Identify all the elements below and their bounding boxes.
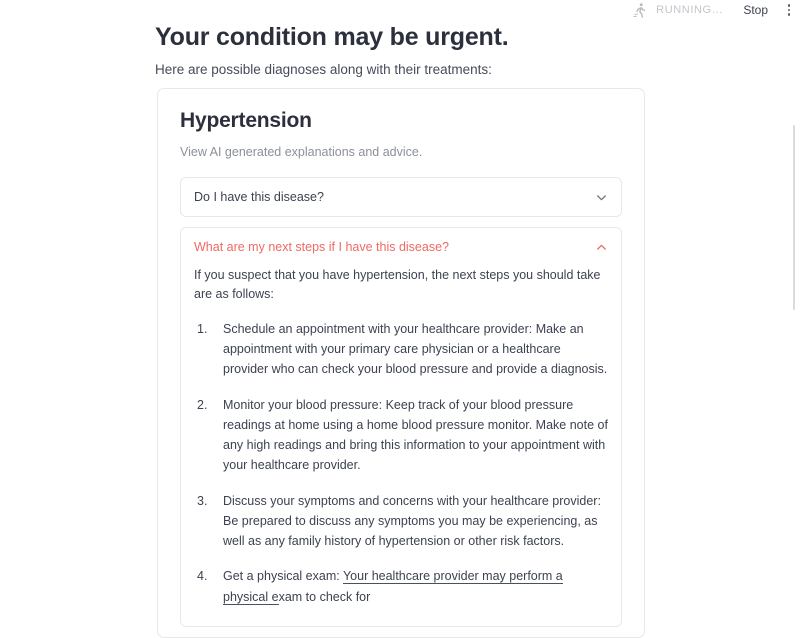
list-item: Monitor your blood pressure: Keep track of your blood pressure readings at home using a home blood pressure monitor. Make note of any high readings and bring this information to your appointment with your healthcare provider. — [223, 397, 608, 473]
list-item: Schedule an appointment with your healthcare provider: Make an appointment with your primary care physician or a healthcare provider who can check your blood pressure and provide a diagnosis. — [223, 321, 608, 377]
stop-button[interactable]: Stop — [743, 3, 768, 17]
accordion-header-expanded[interactable] — [181, 228, 621, 266]
selected-text: Your healthcare provider may perform a physical e — [223, 569, 563, 604]
accordion-body — [181, 266, 621, 626]
top-status-bar — [0, 0, 806, 20]
accordion-header-collapsed[interactable] — [181, 178, 621, 216]
list-item — [194, 566, 608, 607]
kebab-menu-icon[interactable] — [782, 1, 796, 19]
accordion-next-steps — [180, 227, 622, 627]
run-status-label: RUNNING… — [656, 4, 724, 16]
running-person-icon — [631, 2, 648, 19]
accordion-label: Do I have this disease? — [194, 190, 324, 204]
chevron-up-icon[interactable] — [595, 241, 608, 254]
list-item: Discuss your symptoms and concerns with your healthcare provider: Be prepared to discuss any symptoms you may be experiencing, as well as any family history of hypertension or other risk factors. — [223, 493, 601, 548]
card-subtitle: View AI generated explanations and advice. — [180, 145, 423, 159]
page-subtitle: Here are possible diagnoses along with their treatments: — [155, 62, 492, 77]
list-item-rest: xam to check for — [278, 589, 371, 604]
chevron-down-icon[interactable] — [595, 191, 608, 204]
next-steps-intro: If you suspect that you have hypertension, the next steps you should take are as follows: — [194, 268, 601, 302]
list-item-lead: Get a physical exam: — [223, 569, 343, 584]
diagnosis-card — [157, 88, 645, 638]
page-scrollbar-thumb[interactable] — [793, 125, 795, 310]
card-title: Hypertension — [180, 109, 312, 132]
accordion-do-i-have-this-disease — [180, 177, 622, 217]
accordion-label: What are my next steps if I have this disease? — [194, 240, 449, 254]
next-steps-list — [194, 319, 608, 607]
page-title: Your condition may be urgent. — [155, 23, 509, 51]
